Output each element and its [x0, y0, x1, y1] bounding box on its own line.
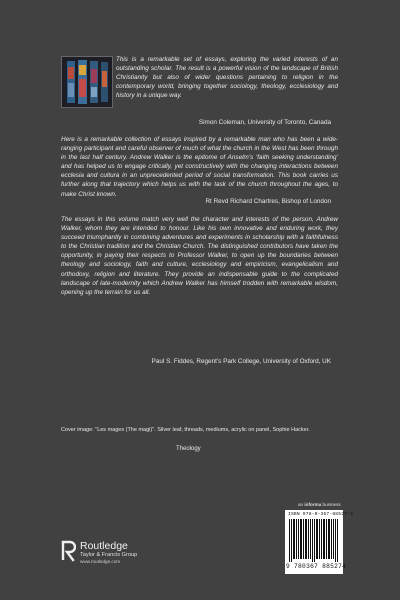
publisher-url[interactable]: www.routledge.com: [80, 559, 121, 564]
cover-image-credit: Cover image: "Les mages (The magi)". Silver leaf, threads, mediums, acrylic on panel, Sophie Hacker.: [61, 427, 310, 433]
review-attribution: Rt Revd Richard Chartres, Bishop of London: [205, 198, 331, 205]
review-text: Here is a remarkable collection of essays inspired by a remarkable man who has been a wide-ranging participant and careful observer of much of what the church in the West has been through in the last half century. Andrew Walker is the epitome of Anselm’s ‘faith seeking understanding’ and has helped us to engage critically, yet constructively with the changing interactions between ecclesia and cultura in an unprecedented period of social transformation. This book carries us further along that trajectory which helps us with the task of the church throughout the ages, to make Christ known.: [61, 136, 338, 198]
isbn-label: ISBN 978-0-367-88527-4: [288, 512, 354, 517]
brand-prefix: an: [298, 502, 304, 507]
brand-name: informa: [304, 502, 322, 507]
review-attribution: Paul S. Fiddes, Regent’s Park College, University of Oxford, UK: [151, 358, 331, 365]
barcode-number: 9 780367 885274: [286, 563, 347, 570]
barcode-icon: [288, 519, 340, 562]
review-text: The essays in this volume match very well the character and interests of the person, Andrew Walker, whom they are intended to honour. Like his own innovative and enduring work, they succeed triumphantly in combining adventures and experiments in scholarship with a faithfulness to the Christian tradition and the Christian Church. The distinguished contributors have taken the opportunity, in paying their respects to Professor Walker, to open up the boundaries between theology and sociology, faith and culture, ecclesiology and empiricism, evangelicalism and orthodoxy, religion and literature. They provide an indispensable guide to the complicated landscape of late-modernity which Andrew Walker has himself trodden with remarkable wisdom, opening up the terrain for us all.: [61, 216, 338, 296]
subject-category: Theology: [176, 446, 201, 452]
review-quote-chartres: [61, 135, 338, 199]
informa-business-line: [298, 502, 341, 507]
publisher-name: Routledge: [80, 540, 128, 552]
isbn-barcode: [285, 510, 354, 574]
stained-glass-icon: [62, 57, 112, 107]
brand-suffix: business: [322, 502, 341, 507]
review-quote-fiddes: [61, 215, 338, 297]
review-text: This is a remarkable set of essays, exploring the varied interests of an outstanding scholar. The result is a powerful vision of the landscape of British Christianity but also of wider questions pertaining to religion in the contemporary world, bringing together sociology, theology, ecclesiology and history in a unique way.: [116, 56, 338, 100]
routledge-logo-icon: [60, 540, 76, 562]
publisher-group: Taylor & Francis Group: [80, 552, 138, 558]
review-quote-coleman: [116, 55, 338, 100]
review-attribution: Simon Coleman, University of Toronto, Canada: [198, 119, 331, 126]
cover-art-thumbnail: [61, 56, 113, 108]
